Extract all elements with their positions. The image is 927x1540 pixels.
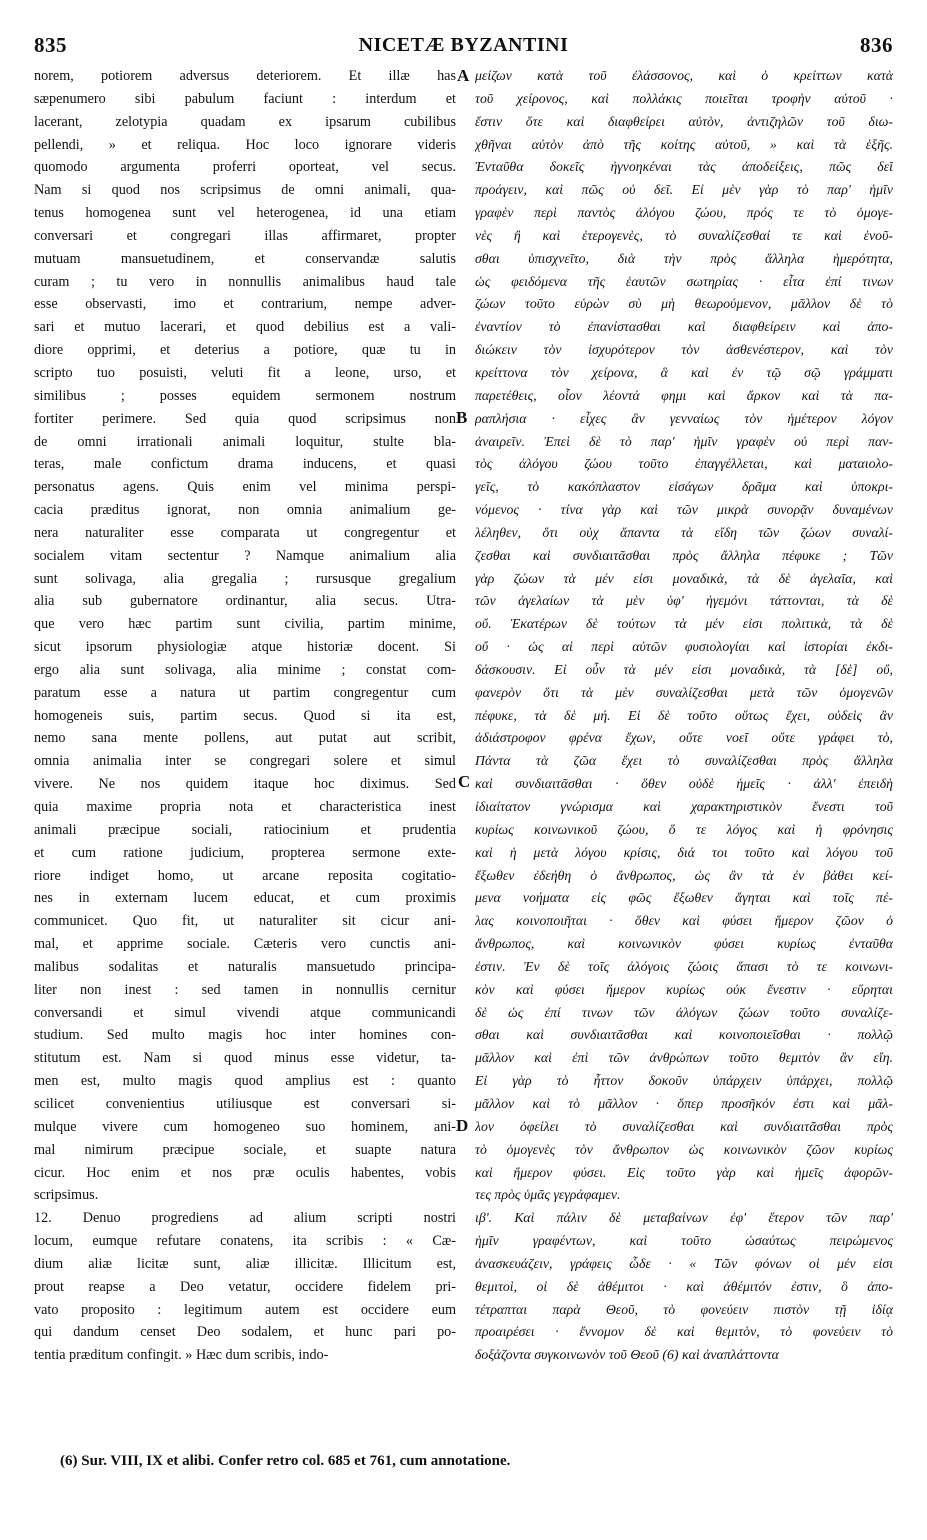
text-line: προάγειν, καὶ πῶς οὐ δεῖ. Εἰ μὲν γὰρ τὸ παρ' ἡμῖν bbox=[475, 182, 893, 198]
left-column-number: 835 bbox=[34, 33, 67, 57]
text-line: tenus homogenea sunt vel heterogenea, id una etiam bbox=[34, 205, 456, 222]
text-line: homogeneis suis, partim secus. Quod si ita est, bbox=[34, 707, 456, 724]
text-line: riore indiget homo, ut arcane reposita cogitatio- bbox=[34, 867, 456, 884]
text-line: nera naturaliter esse comparata ut congregentur et bbox=[34, 524, 456, 541]
text-line: κυρίως κοινωνικοῦ ζώου, ὅ τε λόγος καὶ ἡ φρόνησις bbox=[475, 821, 893, 837]
text-line: sari et mutuo lacerari, et quod debilius est a vali- bbox=[34, 319, 456, 336]
text-line: mutuam mansuetudinem, et conservandæ salutis bbox=[34, 250, 456, 267]
text-line: scripsimus. bbox=[34, 1187, 99, 1204]
text-line: norem, potiorem adversus deteriorem. Et illæ has bbox=[34, 68, 456, 84]
text-line: personatus agens. Quis enim vel minima perspi- bbox=[34, 479, 456, 496]
text-line: φανερὸν ὅτι τὰ μὲν συναλίζεσθαι μετὰ τῶν ὁμογενῶν bbox=[475, 684, 893, 700]
text-line: similibus ; posses equidem sermonem nostrum bbox=[34, 387, 456, 404]
text-line: curam ; tu vero in nonnullis animalibus haud tale bbox=[34, 273, 456, 290]
text-line: ἰδιαίτατον γνώρισμα καὶ χαρακτηριστικὸν ἔνεστι τοῦ bbox=[475, 799, 893, 814]
running-title: NICETÆ BYZANTINI bbox=[358, 34, 569, 56]
text-line: qui dandum censet Deo sodalem, et hunc pari po- bbox=[34, 1324, 456, 1341]
text-line: ραπλήσια · εἶχες ἂν γενναίως τὸν ἡμέτερον λόγον bbox=[475, 410, 893, 426]
text-line: Εἰ γὰρ τὸ ἧττον δοκοῦν ὑπάρχειν ὑπάρχει, πολλῷ bbox=[475, 1073, 893, 1089]
text-line: ὡς φειδόμενα τῆς ἑαυτῶν σωτηρίας · εἶτα ἐπί τινων bbox=[475, 273, 893, 289]
text-line: vivere. Ne nos quidem itaque hoc diximus. Sed bbox=[34, 776, 456, 793]
text-line: omnia animalia inter se congregari solere et simul bbox=[34, 753, 456, 770]
page-header bbox=[34, 30, 893, 64]
footnote: (6) Sur. VIII, IX et alibi. Confer retro col. 685 et 761, cum annotatione. bbox=[60, 1453, 511, 1469]
section-marker-b: B bbox=[456, 408, 468, 427]
text-line: κρείττονα τὸν χείρονα, ἃ καὶ ἐν τῷ σῷ γράμματι bbox=[475, 364, 893, 380]
text-line: καὶ ἥμερον φύσει. Εἰς τοῦτο γὰρ καὶ ἡμεῖς ἀφορῶν- bbox=[475, 1164, 893, 1180]
text-line: τῶν ἀγελαίων τὰ μὲν ὑφ' ἡγεμόνι τάττονται, τὰ δὲ bbox=[475, 593, 893, 609]
text-line: conversandi et simul vivendi atque communicandi bbox=[34, 1004, 456, 1021]
text-line: γὰρ ζώων τὰ μέν εἰσι μοναδικὰ, τὰ δὲ ἀγελαῖα, καὶ bbox=[475, 570, 893, 586]
text-line: ἔστιν ὅτε καὶ διαφθείρει αὐτὸν, ἀντιζηλῶν τοῦ διω- bbox=[475, 113, 893, 129]
text-line: ἡμῖν γραφέντων, καὶ τοῦτο ὡσαύτως πειρώμενος bbox=[475, 1233, 893, 1249]
text-line: alia sub gubernatore ordinantur, alia secus. Utra- bbox=[34, 593, 456, 610]
text-line: ergo alia sunt solivaga, alia minime ; constat com- bbox=[34, 661, 456, 678]
text-line: quomodo argumenta proferri oporteat, vel secus. bbox=[34, 159, 456, 176]
text-line: ζεσθαι καὶ συνδιαιτᾶσθαι πρὸς ἄλληλα πέφυκε ; Τῶν bbox=[475, 547, 893, 563]
text-line: ἀδιάστροφον φρένα ἔχων, οὔτε νοεῖ οὔτε γράφει τὸ, bbox=[475, 730, 893, 746]
text-line: δοξάζοντα συγκοινωνὸν τοῦ Θεοῦ (6) καὶ ἀναπλάττοντα bbox=[475, 1347, 779, 1363]
right-column-number: 836 bbox=[860, 33, 893, 57]
text-line: γραφὲν περὶ παντὸς ἀλόγου ζώου, πρός τε τὸ ὁμογε- bbox=[475, 205, 893, 221]
text-line: sæpenumero sibi pabulum faciunt : interdum et bbox=[34, 90, 456, 107]
text-line: ἄνθρωπος, καὶ κοινωνικὸν φύσει κυρίως ἐνταῦθα bbox=[475, 936, 893, 952]
text-line: 12. Denuo progrediens ad alium scripti nostri bbox=[34, 1210, 456, 1227]
text-line: diore opprimi, et deterius a potiore, quæ tu in bbox=[34, 342, 456, 359]
text-line: nes in externam lucem educat, et cum proximis bbox=[34, 890, 456, 907]
greek-column bbox=[475, 65, 893, 1367]
text-line: que vero hæc partim sunt civilia, partim minime, bbox=[34, 616, 456, 633]
text-line: ιβ'. Καὶ πάλιν δὲ μεταβαίνων ἐφ' ἕτερον τῶν παρ' bbox=[475, 1210, 893, 1226]
text-line: vato proposito : legitimum autem est occidere eum bbox=[34, 1301, 456, 1318]
text-line: malibus sodalitas et naturalis mansuetudo principa- bbox=[34, 958, 456, 975]
text-line: νὲς ἢ καὶ ἑτερογενὲς, τὸ συναλίζεσθαί τε καὶ ἑνοῦ- bbox=[475, 227, 893, 243]
text-line: conversari et congregari illas affirmaret, propter bbox=[34, 227, 456, 244]
text-line: τὸς ἀλόγου ζώου τοῦτο ἐπαγγέλλεται, καὶ ματαιολο- bbox=[475, 456, 893, 472]
text-line: ζώων τοῦτο εὑρὼν σὺ μὴ θεωρούμενον, μᾶλλον δὲ τὸ bbox=[475, 296, 893, 312]
text-line: teras, male confictum drama inducens, et quasi bbox=[34, 456, 456, 473]
text-line: λον ὀφείλει τὸ συναλίζεσθαι καὶ συνδιαιτᾶσθαι πρὸς bbox=[475, 1118, 893, 1134]
text-line: σθαι καὶ συνδιαιτᾶσθαι καὶ κοινοποιεῖσθαι · πολλῷ bbox=[475, 1027, 893, 1043]
text-line: paratum esse a natura ut partim congregentur cum bbox=[34, 684, 456, 701]
text-line: σθαι ὑπισχνεῖτο, διὰ τὴν πρὸς ἄλληλα ἡμερότητα, bbox=[475, 250, 893, 266]
text-line: dium aliæ licitæ sunt, aliæ illicitæ. Illicitum est, bbox=[34, 1255, 456, 1272]
text-line: ἀνασκευάζειν, γράφεις ὧδε · « Τῶν φόνων οἱ μέν εἰσι bbox=[475, 1255, 893, 1271]
text-line: τοῦ χείρονος, καὶ πολλάκις ποιεῖται τροφὴν αὐτοῦ · bbox=[475, 90, 893, 106]
text-line: παρετέθεις, οἷον λέοντά φημι καὶ ἄρκον καὶ τὰ πα- bbox=[475, 387, 893, 403]
text-line: Πάντα τὰ ζῶα ἔχει τὸ συναλίζεσθαι πρὸς ἄλληλα bbox=[475, 753, 893, 769]
text-line: mal, et apprime sociale. Cæteris vero cunctis ani- bbox=[34, 936, 456, 953]
section-marker-a: A bbox=[457, 66, 470, 85]
text-line: χθῆναι αὐτὸν ἀπὸ τῆς κοίτης αὐτοῦ, » καὶ τὰ ἑξῆς. bbox=[475, 136, 893, 152]
text-line: studium. Sed multo magis hoc inter homines con- bbox=[34, 1027, 456, 1044]
text-line: μείζων κατὰ τοῦ ἐλάσσονος, καὶ ὁ κρείττων κατὰ bbox=[475, 68, 893, 83]
text-line: quia maxime propria nota et characteristica inest bbox=[34, 799, 456, 815]
text-line: liter non inest : sed tamen in nonnullis cernitur bbox=[34, 981, 456, 998]
text-line: lacerant, zelotypia quadam ex ipsarum cubilibus bbox=[34, 113, 456, 130]
text-line: οὔ · ὡς αἱ περὶ αὐτῶν φυσιολογίαι καὶ ἱστορίαι ἐκδι- bbox=[475, 639, 893, 655]
text-line: πέφυκε, τὰ δὲ μή. Εἰ δὲ τοῦτο οὕτως ἔχει, οὐδεὶς ἂν bbox=[475, 707, 893, 723]
text-line: pellendi, » et reliqua. Hoc loco ignorare videris bbox=[34, 136, 456, 153]
section-marker-d: D bbox=[456, 1116, 469, 1135]
text-line: λέληθεν, ὅτι οὐχ ἅπαντα τὰ εἴδη τῶν ζώων συναλί- bbox=[475, 524, 893, 540]
text-line: ἀναιρεῖν. Ἐπεὶ δὲ τὸ παρ' ἡμῖν γραφὲν οὐ περὶ παν- bbox=[475, 433, 893, 449]
text-line: scilicet convenientius utiliusque est conversari si- bbox=[34, 1095, 456, 1112]
text-line: ἔξωθεν ἐδεήθη ὁ ἄνθρωπος, ὡς ἂν τὰ ἐν βάθει κεί- bbox=[475, 867, 893, 883]
text-line: μᾶλλον καὶ τὸ μᾶλλον · ὅπερ προσῆκόν ἐστι καὶ μᾶλ- bbox=[475, 1095, 893, 1111]
text-line: θεμιτοὶ, οἱ δὲ ἀθέμιτοι · καὶ ἀθέμιτόν ἐστιν, ὃ ἀπο- bbox=[475, 1278, 893, 1294]
text-line: καὶ συνδιαιτᾶσθαι · ὅθεν οὐδὲ ἡμεῖς · ἀλλ' ἐπειδὴ bbox=[475, 776, 893, 792]
text-line: tentia præditum confingit. » Hæc dum scribis, indo- bbox=[34, 1347, 329, 1364]
text-line: οὔ. Ἑκατέρων δὲ τούτων τὰ μέν εἰσι πολιτικὰ, τὰ δὲ bbox=[475, 616, 893, 632]
text-line: γεῖς, τὸ κακόπλαστον εἰσάγων δρᾶμα καὶ ὑποκρι- bbox=[475, 479, 893, 495]
text-line: animali præcipue sociali, ratiocinium et prudentia bbox=[34, 821, 456, 838]
text-line: esse observasti, imo et contrarium, nempe adver- bbox=[34, 296, 456, 313]
text-line: nemo sana mente pollens, aut putat aut scribit, bbox=[34, 730, 456, 747]
text-line: Nam si quod nos scripsimus de omni animali, qua- bbox=[34, 182, 456, 199]
text-line: τέτραπται παρὰ Θεοῦ, τὸ φονεύειν πιστὸν τῇ ἰδίᾳ bbox=[475, 1301, 893, 1317]
text-line: τὸ ὁμογενὲς τὸν ἄνθρωπον ὡς κοινωνικὸν ζῶον κυρίως bbox=[475, 1141, 893, 1157]
text-line: sunt solivaga, alia gregalia ; rursusque gregalium bbox=[34, 570, 456, 587]
text-line: δάσκουσιν. Εἰ οὖν τὰ μέν εἰσι μοναδικὰ, τὰ [δὲ] οὔ, bbox=[475, 661, 893, 677]
section-marker-c: C bbox=[458, 772, 471, 791]
text-line: communicet. Quo fit, ut naturaliter sit cicur ani- bbox=[34, 913, 456, 930]
text-line: cacia præditus ignorat, non omnia animalium ge- bbox=[34, 502, 456, 519]
text-line: τες πρὸς ὑμᾶς γεγράφαμεν. bbox=[475, 1187, 621, 1203]
text-line: de omni irrationali animali loquitur, stulte bla- bbox=[34, 433, 456, 450]
text-line: scripto tuo posuisti, veluti fit a leone, urso, et bbox=[34, 364, 456, 381]
text-line: men est, multo magis quod amplius est : quanto bbox=[34, 1073, 456, 1090]
text-line: κὸν καὶ φύσει ἥμερον κυρίως οὐκ ἔνεστιν · εὕρηται bbox=[475, 981, 893, 997]
text-line: ἐστιν. Ἐν δὲ τοῖς ἀλόγοις ζώοις ἅπασι τὸ τε κοινωνι- bbox=[475, 958, 893, 974]
text-line: μᾶλλον καὶ ἐπὶ τῶν ἀνθρώπων τοῦτο θεμιτὸν ἂν εἴη. bbox=[475, 1050, 893, 1066]
text-line: λας κοινοποιῆται · ὅθεν καὶ φύσει ἥμερον ζῶον ὁ bbox=[475, 913, 893, 929]
text-line: socialem vitam sectentur ? Namque animalium alia bbox=[34, 547, 456, 564]
text-line: stitutum est. Nam si quod minus esse videtur, ta- bbox=[34, 1050, 456, 1067]
text-line: ἐναντίον τὸ ἐπανίστασθαι καὶ διαφθείρειν καὶ ἀπο- bbox=[475, 319, 893, 335]
text-line: δὲ ὡς ἐπί τινων τῶν ἀλόγων ζώων τοῦτο συναλίζε- bbox=[475, 1004, 893, 1020]
text-line: fortiter perimere. Sed quia quod scripsimus non bbox=[34, 410, 456, 427]
text-line: μενα νοήματα εἰς φῶς ἔξωθεν ἄγηται καὶ τοῖς πέ- bbox=[475, 890, 893, 906]
text-line: et cum ratione judicium, propterea sermone exte- bbox=[34, 844, 456, 861]
text-line: prout reapse a Deo vetatur, occidere fidelem pri- bbox=[34, 1278, 456, 1295]
text-line: καὶ ἡ μετὰ λόγου κρίσις, διά τοι τοῦτο καὶ λόγου τοῦ bbox=[475, 844, 893, 860]
text-line: νόμενος · τίνα γὰρ καὶ τῶν μικρὰ συνορᾷν δυναμένων bbox=[475, 502, 893, 518]
text-line: mal nimirum præcipue sociale, et suapte natura bbox=[34, 1141, 456, 1158]
text-line: cicur. Hoc enim et nos præ oculis habentes, vobis bbox=[34, 1164, 456, 1181]
text-line: προαιρέσει · ἔννομον δὲ καὶ θεμιτὸν, τὸ φονεύειν τὸ bbox=[475, 1324, 893, 1340]
text-line: Ἐνταῦθα δοκεῖς ἠγνοηκέναι τὰς ἀποδείξεις, πῶς δεῖ bbox=[475, 159, 893, 175]
latin-column bbox=[34, 65, 456, 1367]
text-line: mulque vivere cum homogeneo suo hominem, ani- bbox=[34, 1118, 456, 1135]
text-line: διώκειν τὸν ἰσχυρότερον τὸν ἀσθενέστερον, καὶ τὸν bbox=[475, 342, 893, 358]
text-line: sicut ipsorum physiologiæ atque historiæ docent. Si bbox=[34, 639, 456, 656]
text-line: locum, eumque refutare conatens, ita scribis : « Cæ- bbox=[34, 1233, 456, 1250]
